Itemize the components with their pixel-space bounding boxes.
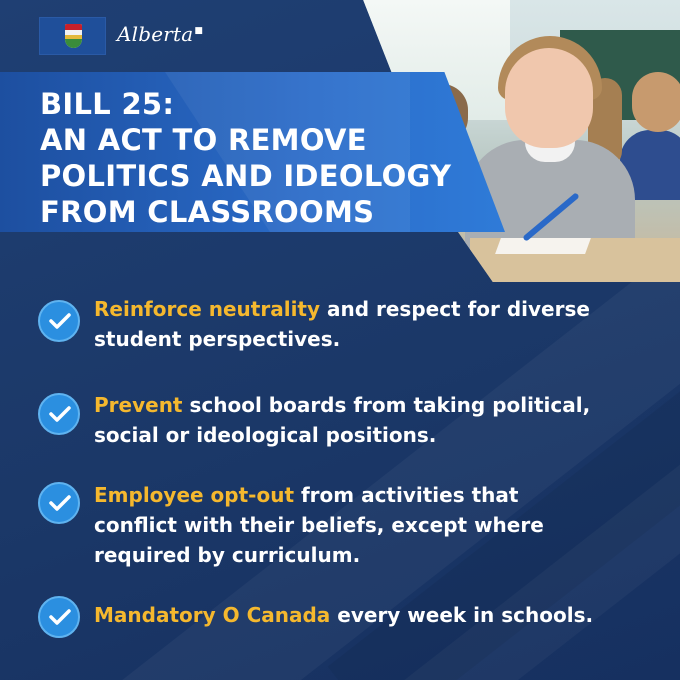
title-line: AN ACT TO REMOVE (40, 123, 367, 157)
bullet-line: conflict with their beliefs, except where (94, 513, 544, 537)
bullet-text (94, 600, 659, 630)
bullet-line: required by curriculum. (94, 543, 361, 567)
checkmark-icon (38, 300, 80, 342)
alberta-logo: Alberta■ (117, 22, 204, 46)
checkmark-icon (38, 596, 80, 638)
bullet-highlight: Prevent (94, 393, 183, 417)
bullet-text (94, 390, 659, 450)
wordmark-text: Alberta (117, 22, 194, 46)
bullet-line: and respect for diverse (320, 297, 590, 321)
bullet-highlight: Reinforce neutrality (94, 297, 321, 321)
checkmark-icon (38, 482, 80, 524)
title-line: FROM CLASSROOMS (40, 195, 375, 229)
bullet-highlight: Mandatory O Canada (94, 603, 331, 627)
page-title (40, 86, 470, 230)
bullet-line: social or ideological positions. (94, 423, 437, 447)
title-line: BILL 25: (40, 87, 175, 121)
bullet-line: student perspectives. (94, 327, 341, 351)
bullet-text (94, 294, 659, 354)
bullet-line: from activities that (294, 483, 519, 507)
alberta-flag-icon (39, 17, 106, 55)
header (0, 0, 360, 72)
bullet-text (94, 480, 659, 570)
checkmark-icon (38, 393, 80, 435)
bullet-line: every week in schools. (330, 603, 594, 627)
bullet-line: school boards from taking political, (182, 393, 591, 417)
bullet-highlight: Employee opt-out (94, 483, 294, 507)
title-line: POLITICS AND IDEOLOGY (40, 159, 452, 193)
